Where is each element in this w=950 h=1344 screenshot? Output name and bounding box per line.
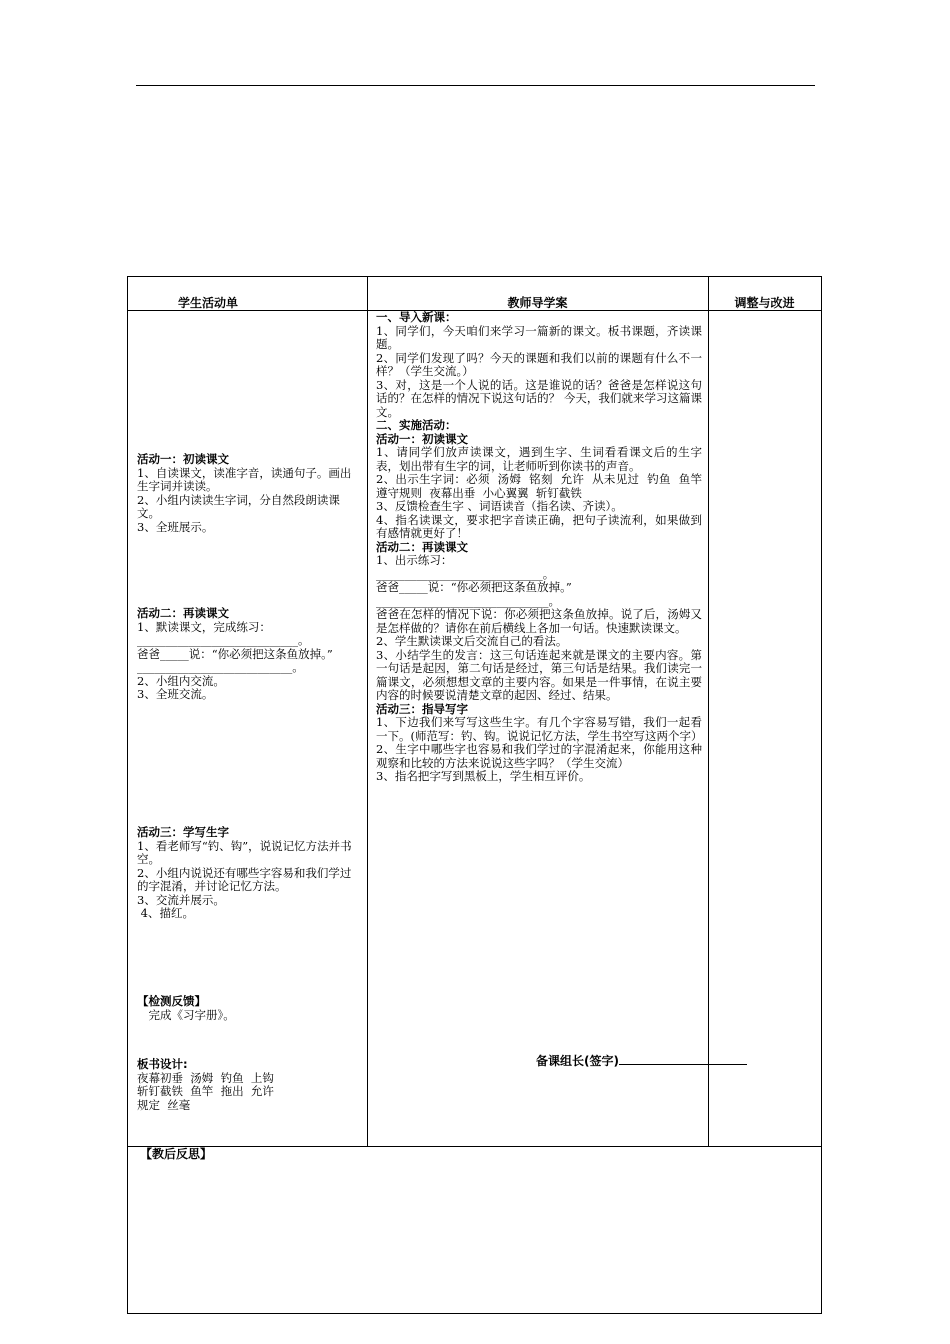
- teacher-a1-title: 活动一：初读课文: [376, 431, 468, 446]
- student-a2-line: 2、小组内交流。: [137, 673, 225, 688]
- student-a2-line: ___________________________。: [137, 660, 304, 674]
- student-activity-3: [137, 826, 359, 921]
- teacher-a1-line: 2、出示生字词：必须 汤姆 铭刻 允许 从未见过 钓鱼 鱼竿 遵守规则 夜幕出垂 小心翼翼 斩钉截铁: [376, 472, 710, 500]
- student-a2-title: 活动二：再读课文: [137, 606, 229, 620]
- column-divider-2: [708, 277, 709, 1146]
- reflection-row-divider: [128, 1146, 821, 1147]
- signature-row: [536, 1052, 747, 1069]
- teacher-intro-line: 3、对，这是一个人说的话。这是谁说的话？爸爸是怎样说这句话的？在怎样的情况下说这句话的？ 今天，我们就来学习这篇课文。: [376, 377, 702, 419]
- feedback-text: 完成《习字册》。: [137, 1007, 235, 1022]
- header-adjustment: 调整与改进: [734, 296, 795, 310]
- teacher-a2-line: 爸爸在怎样的情况下说：你必须把这条鱼放掉。说了后，汤姆又是怎样做的？请你在前后横线上各加一句话。快速默读课文。: [376, 607, 702, 635]
- student-a3-line: 3、交流并展示。: [137, 892, 225, 907]
- feedback-title: 【检测反馈】: [137, 994, 206, 1008]
- teacher-a2-line: 3、小结学生的发言：这三句话连起来就是课文的主要内容。第一句话是起因，第二句话是经过，第三句话是结果。我们读完一篇课文，必须想想文章的主要内容。如果是一件事情，在说主要内容的时候要说清楚文章的起因、经过、结果。: [376, 647, 702, 702]
- column-divider-1: [367, 277, 368, 1146]
- teacher-a2-line: ______________________________。: [376, 593, 560, 608]
- signature-label: 备课组长(签字): [536, 1054, 619, 1068]
- student-a1-title: 活动一：初读课文: [137, 452, 229, 466]
- board-design-title: 板书设计:: [137, 1057, 188, 1071]
- student-a1-line: 2、小组内读读生字词，分自然段朗读课文。: [137, 492, 340, 520]
- student-activity-1: [137, 453, 359, 534]
- teacher-a3-line: 2、生字中哪些字也容易和我们学过的字混淆起来，你能用这种观察和比较的方法来说说这些字吗？（学生交流）: [376, 742, 702, 770]
- teacher-a3-title: 活动三：指导写字: [376, 701, 468, 716]
- teacher-a1-line: 3、反馈检查生字 、词语读音（指名读、齐读）。: [376, 499, 623, 513]
- student-a3-title: 活动三：学写生字: [137, 825, 229, 839]
- teacher-a1-line: 4、指名读课文，要求把字音读正确，把句子读流利，如果做到有感情就更好了！: [376, 512, 702, 540]
- student-a2-line: 3、全班交流。: [137, 687, 214, 701]
- teacher-intro-line: 1、同学们，今天咱们来学习一篇新的课文。板书课题，齐读课题。: [376, 323, 702, 351]
- board-design-section: [137, 1058, 359, 1112]
- signature-field[interactable]: [619, 1054, 747, 1065]
- teacher-a2-line: 2、学生默读课文后交流自己的看法。: [376, 634, 568, 648]
- teacher-a2-line: 爸爸_____说：“你必须把这条鱼放掉。”: [376, 580, 572, 594]
- feedback-section: [137, 995, 359, 1022]
- board-design-line: 规定 丝毫: [137, 1097, 191, 1112]
- teacher-guide-content: [376, 310, 710, 784]
- header-rule: [136, 85, 815, 86]
- teacher-a3-line: 1、下边我们来写写这些生字。有几个字容易写错，我们一起看一下。(师范写：钓、钩。说说记忆方法，学生书空写这两个字）: [376, 715, 703, 743]
- student-a3-line: 4、描红。: [137, 906, 194, 920]
- teacher-intro-line: 2、同学们发现了吗？今天的课题和我们以前的课题有什么不一样？（学生交流。）: [376, 350, 702, 378]
- student-a2-line: ____________________________。: [137, 633, 310, 647]
- student-a3-line: 1、看老师写“钓、钩”，说说记忆方法并书空。: [137, 838, 352, 866]
- board-design-line: 斩钉截铁 鱼竿 拖出 允许: [137, 1084, 274, 1098]
- student-a1-line: 1、自读课文，读准字音，读通句子。画出生字词并读读。: [137, 465, 352, 493]
- student-a1-line: 3、全班展示。: [137, 519, 214, 534]
- student-a3-line: 2、小组内说说还有哪些字容易和我们学过的字混淆，并讨论记忆方法。: [137, 865, 352, 893]
- reflection-title: 【教后反思】: [140, 1147, 213, 1161]
- board-design-line: 夜幕初垂 汤姆 钓鱼 上钩: [137, 1070, 274, 1085]
- teacher-a1-line: 1、请同学们放声读课文，遇到生字、生词看看课文后的生字表，划出带有生字的词，让老师听到你读书的声音。: [376, 445, 702, 473]
- teacher-intro-title: 一、导入新课：: [376, 310, 457, 324]
- header-teacher-guide: 教师导学案: [507, 296, 568, 310]
- header-student-activity: 学生活动单: [177, 296, 238, 310]
- teacher-a3-line: 3、指名把字写到黑板上，学生相互评价。: [376, 769, 591, 783]
- student-activity-2: [137, 607, 359, 702]
- lesson-plan-table: [127, 276, 822, 1314]
- teacher-a2-line: 1、出示练习：: [376, 553, 453, 567]
- student-a2-line: 1、默读课文，完成练习：: [137, 619, 271, 634]
- teacher-a2-line: _____________________________。: [376, 566, 555, 581]
- student-a2-line: 爸爸_____说：“你必须把这条鱼放掉。”: [137, 646, 333, 661]
- teacher-a2-title: 活动二：再读课文: [376, 539, 468, 554]
- teacher-implementation-title: 二、实施活动：: [376, 418, 457, 432]
